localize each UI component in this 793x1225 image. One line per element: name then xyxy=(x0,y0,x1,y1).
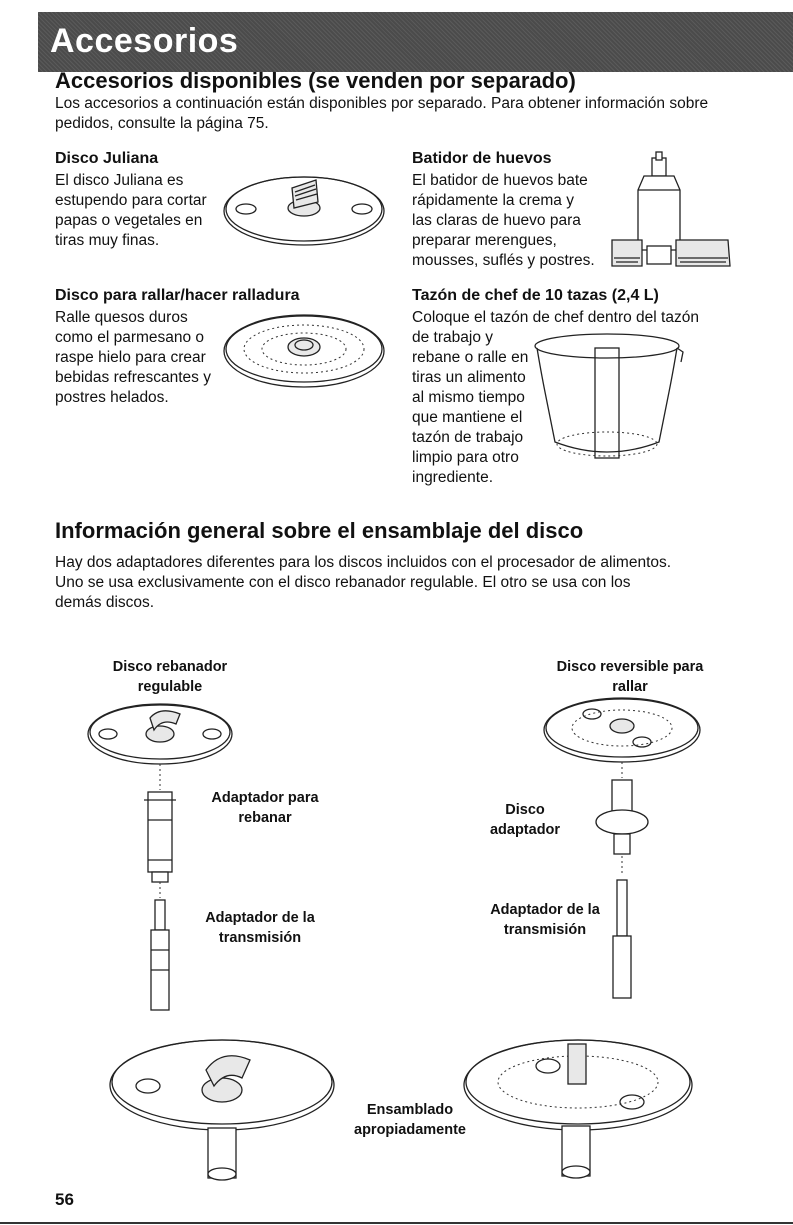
chef-bowl-illustration xyxy=(535,332,685,462)
juliana-disc-illustration xyxy=(222,168,387,248)
rallar-line: postres helados. xyxy=(55,389,169,406)
tazon-line: al mismo tiempo xyxy=(412,389,525,406)
label-line: transmisión xyxy=(503,922,587,938)
section-banner xyxy=(38,12,793,72)
tazon-line: que mantiene el xyxy=(412,409,523,426)
batidor-line: las claras de huevo para xyxy=(412,212,581,229)
rallar-line: como el parmesano o xyxy=(55,329,205,346)
juliana-title: Disco Juliana xyxy=(55,150,159,167)
section-heading-assembly: Información general sobre el ensamblaje del disco xyxy=(55,518,584,543)
label-line: Adaptador para xyxy=(211,790,319,806)
batidor-line: rápidamente la crema y xyxy=(412,192,574,209)
juliana-line: El disco Juliana es xyxy=(55,172,184,189)
batidor-description xyxy=(412,171,595,271)
label-line: rebanar xyxy=(238,810,292,826)
juliana-description xyxy=(55,171,207,251)
label-line: Adaptador de la xyxy=(205,910,315,926)
batidor-title: Batidor de huevos xyxy=(412,150,552,167)
juliana-line: papas o vegetales en xyxy=(55,212,203,229)
label-line: regulable xyxy=(137,679,203,695)
banner-title: Accesorios xyxy=(50,22,239,60)
reversible-disc-exploded-illustration xyxy=(530,690,710,1020)
tazon-line: limpio para otro xyxy=(412,449,519,466)
egg-whip-illustration xyxy=(592,150,742,275)
page-number: 56 xyxy=(55,1190,74,1209)
slicing-disc-exploded-illustration xyxy=(88,700,248,1020)
intro-line-2: pedidos, consulte la página 75. xyxy=(55,115,269,132)
rallar-line: Ralle quesos duros xyxy=(55,309,188,326)
label-line: apropiadamente xyxy=(354,1122,466,1138)
label-line: Disco xyxy=(505,802,545,818)
batidor-line: preparar merengues, xyxy=(412,232,557,249)
juliana-line: tiras muy finas. xyxy=(55,232,160,249)
rallar-line: raspe hielo para crear xyxy=(55,349,206,366)
label-disco-rebanador xyxy=(80,657,260,697)
tazon-line: de trabajo y xyxy=(412,329,493,346)
label-line: rallar xyxy=(612,679,648,695)
label-line: Ensamblado xyxy=(366,1102,454,1118)
reversible-disc-assembled-illustration xyxy=(462,1030,694,1180)
label-line: transmisión xyxy=(218,930,302,946)
batidor-line: El batidor de huevos bate xyxy=(412,172,588,189)
assembly-line: Uno se usa exclusivamente con el disco rebanador regulable. El otro se usa con los xyxy=(55,574,631,591)
label-line: Disco reversible para xyxy=(556,659,704,675)
assembly-line: demás discos. xyxy=(55,594,155,611)
juliana-line: estupendo para cortar xyxy=(55,192,207,209)
slicing-disc-assembled-illustration xyxy=(110,1030,340,1180)
label-line: Disco rebanador xyxy=(112,659,228,675)
tazon-line: tazón de trabajo xyxy=(412,429,524,446)
tazon-line: tiras un alimento xyxy=(412,369,526,386)
assembly-text xyxy=(55,553,671,613)
rallar-title: Disco para rallar/hacer ralladura xyxy=(55,287,300,304)
tazon-line: Coloque el tazón de chef dentro del tazón xyxy=(412,309,699,326)
rallar-line: bebidas refrescantes y xyxy=(55,369,211,386)
batidor-line: mousses, suflés y postres. xyxy=(412,252,595,269)
assembly-line: Hay dos adaptadores diferentes para los discos incluidos con el procesador de alimentos. xyxy=(55,554,672,571)
label-line: adaptador xyxy=(489,822,561,838)
bottom-rule xyxy=(0,1222,793,1224)
label-line: Adaptador de la xyxy=(490,902,600,918)
grater-disc-illustration xyxy=(222,307,387,389)
section-heading-accessories: Accesorios disponibles (se venden por separado) xyxy=(55,68,576,93)
tazon-line: ingrediente. xyxy=(412,469,494,486)
tazon-title: Tazón de chef de 10 tazas (2,4 L) xyxy=(412,287,659,304)
rallar-description xyxy=(55,308,211,408)
intro-line-1: Los accesorios a continuación están disponibles por separado. Para obtener información sobre xyxy=(55,95,709,112)
tazon-line: rebane o ralle en xyxy=(412,349,529,366)
